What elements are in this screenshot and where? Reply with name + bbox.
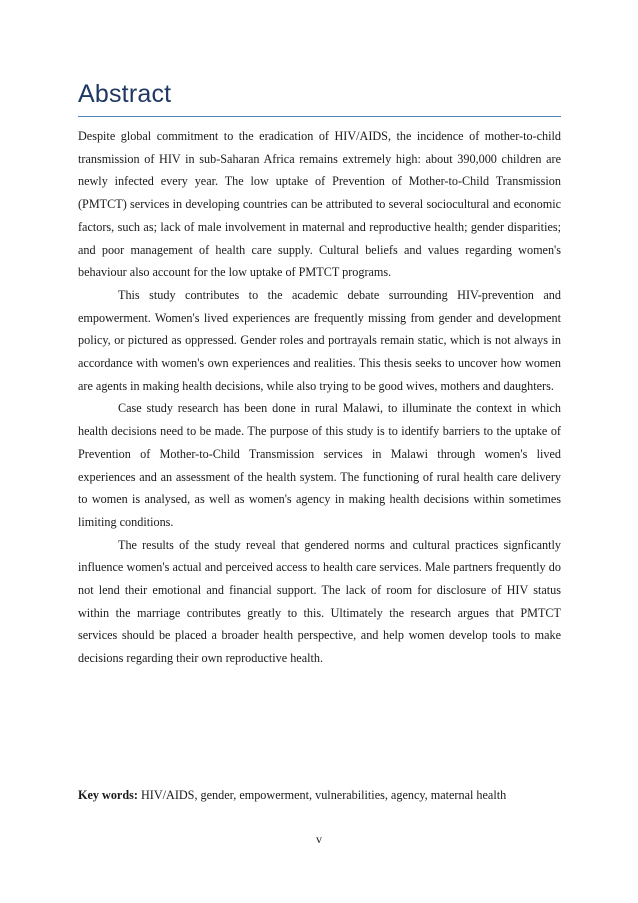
- abstract-paragraph-2: This study contributes to the academic debate surrounding HIV-prevention and empowerment. Women's lived experiences are frequently missing from gender and development policy, or pictured as oppressed. Gender roles and portrayals remain static, which is not always in accordance with women's own experiences and realities. This thesis seeks to uncover how women are agents in making health decisions, while also trying to be good wives, mothers and daughters.: [78, 287, 561, 393]
- abstract-paragraph-1: Despite global commitment to the eradication of HIV/AIDS, the incidence of mother-to-child transmission of HIV in sub-Saharan Africa remains extremely high: about 390,000 children are newly infected every year. The low uptake of Prevention of Mother-to-Child Transmission (PMTCT) services in developing countries can be attributed to several sociocultural and economic factors, such as; lack of male involvement in maternal and reproductive health; gender disparities; and poor management of health care supply. Cultural beliefs and values regarding women's behaviour also account for the low uptake of PMTCT programs.: [78, 129, 561, 280]
- page-number: v: [316, 832, 322, 846]
- abstract-paragraph-4: The results of the study reveal that gendered norms and cultural practices signficantly influence women's actual and perceived access to health care services. Male partners frequently do not lend their emotional and financial support. The lack of room for disclosure of HIV status within the marriage contributes greatly to this. Ultimately the research argues that PMTCT services should be placed a broader health perspective, and help women develop tools to make decisions regarding their own reproductive health.: [78, 537, 561, 666]
- keywords-line: [78, 788, 561, 803]
- abstract-body: [78, 125, 561, 670]
- keywords-text: HIV/AIDS, gender, empowerment, vulnerabilities, agency, maternal health: [137, 788, 507, 802]
- title-underline: [78, 116, 561, 117]
- page-title: Abstract: [78, 80, 172, 108]
- keywords-label: Key words:: [78, 788, 138, 802]
- abstract-paragraph-3: Case study research has been done in rural Malawi, to illuminate the context in which health decisions need to be made. The purpose of this study is to identify barriers to the uptake of Prevention of Mother-to-Child Transmission services in Malawi through women's lived experiences and an assessment of the health system. The functioning of rural health care delivery to women is analysed, as well as women's agency in making health decisions within sometimes limiting conditions.: [78, 401, 561, 529]
